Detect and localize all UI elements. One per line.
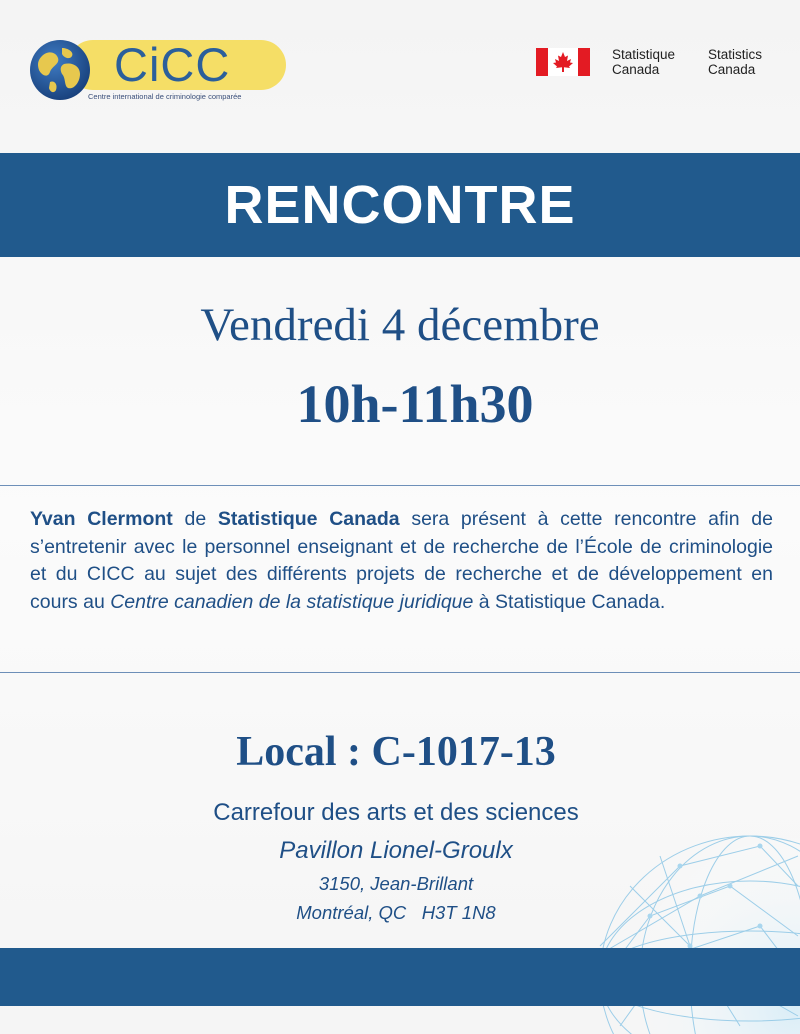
event-description	[30, 506, 773, 616]
street-address: 3150, Jean-Brillant	[318, 873, 474, 894]
pavilion-name: Pavillon Lionel-Groulx	[279, 837, 513, 864]
desc-text-part1: sera présent à cette rencontre afin de s’entretenir avec le personnel enseignant et de recherche de l’École de criminologie et du CICC au sujet des différents projets de recherche et de développement en cours au	[30, 508, 773, 613]
centre-name: Centre canadien de la statistique juridique	[110, 590, 474, 613]
bottom-band	[0, 948, 800, 1006]
title-band	[0, 153, 800, 257]
city-postal: Montréal, QC H3T 1N8	[296, 902, 496, 923]
event-time: 10h-11h30	[296, 374, 534, 434]
globe-icon	[28, 38, 92, 102]
cicc-subtitle: Centre international de criminologie comparée	[88, 92, 242, 101]
room-number: Local : C-1017-13	[236, 729, 556, 775]
statcan-en-line1: Statistics	[708, 47, 763, 62]
desc-connector: de	[172, 508, 218, 530]
speaker-name: Yvan Clermont	[30, 508, 173, 530]
divider-top	[0, 485, 800, 486]
building-name: Carrefour des arts et des sciences	[213, 799, 579, 826]
statcan-name-en	[708, 47, 762, 77]
statcan-en-line2: Canada	[708, 62, 756, 77]
canada-flag-icon	[536, 48, 590, 76]
statcan-fr-line2: Canada	[612, 62, 660, 77]
desc-text-part2: à Statistique Canada.	[473, 590, 666, 613]
cicc-logo	[28, 34, 264, 104]
event-date: Vendredi 4 décembre	[200, 299, 600, 351]
statcan-name-fr	[612, 47, 675, 77]
divider-bottom	[0, 672, 800, 673]
statcan-logo	[536, 44, 776, 84]
page-title: RENCONTRE	[224, 175, 576, 235]
speaker-organization: Statistique Canada	[217, 508, 400, 530]
cicc-acronym: CiCC	[114, 38, 231, 91]
statcan-fr-line1: Statistique	[612, 47, 676, 62]
